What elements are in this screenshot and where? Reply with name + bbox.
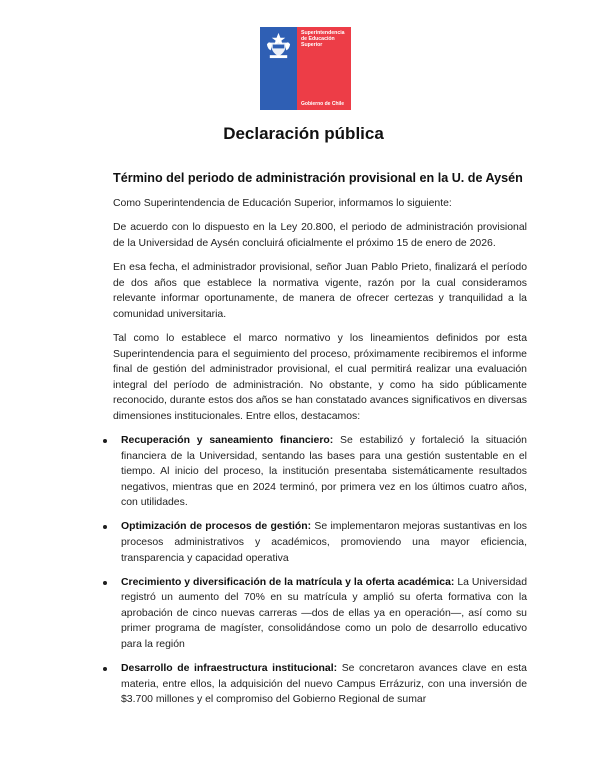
page-title: Declaración pública	[223, 124, 384, 143]
list-item-text: La Universidad registró un aumento del 70% en su matrícula y amplió su oferta formativa con la aprobación de cinco nuevas carreras —dos de ellas ya en operación—, así como su primer programa de magíster, consolidándose como un polo de desarrollo educativo para la región	[121, 576, 528, 650]
list-item-heading: Optimización de procesos de gestión:	[121, 521, 312, 533]
paragraph-intro: Como Superintendencia de Educación Superior, informamos lo siguiente:	[113, 198, 452, 209]
list-item-heading: Desarrollo de infraestructura institucional:	[121, 662, 338, 674]
logo-blue-panel	[260, 27, 297, 110]
paragraph-framework: Tal como lo establece el marco normativo y los lineamientos definidos por esta Superintendencia para el seguimiento del proceso, próximamente recibiremos el informe final de gestión del administrador provisional, el cual permitirá realizar una evaluación integral del período de administración. No obstante, y como ha sido públicamente reconocido, durante estos dos años se han constatado avances significativos en diversas dimensiones institucionales. Entre ellos, destacamos:	[113, 332, 527, 422]
list-item	[113, 575, 527, 653]
bullet-icon	[103, 525, 107, 529]
bullet-icon	[103, 667, 107, 671]
document-body	[113, 196, 527, 716]
logo-line-1: Superintendencia	[301, 30, 345, 36]
list-item	[113, 519, 527, 566]
logo-line-2: de Educación	[301, 36, 335, 42]
list-item	[113, 661, 527, 708]
list-item-heading: Recuperación y saneamiento financiero:	[121, 435, 334, 447]
paragraph-administrator: En esa fecha, el administrador provisional, señor Juan Pablo Prieto, finalizará el período de dos años que establece la normativa vigente, razón por la cual consideramos relevante informar oportunamente, de manera de ofrecer certezas y tranquilidad a la comunidad universitaria.	[113, 261, 527, 320]
paragraph-law: De acuerdo con lo dispuesto en la Ley 20.800, el periodo de administración provisional de la Universidad de Aysén concluirá oficialmente el próximo 15 de enero de 2026.	[113, 222, 527, 249]
logo-footer: Gobierno de Chile	[301, 101, 345, 107]
list-item-heading: Crecimiento y diversificación de la matrícula y la oferta académica:	[121, 576, 455, 588]
list-item	[113, 433, 527, 511]
logo-line-3: Superior	[301, 42, 323, 48]
list-item-text: Se estabilizó y fortaleció la situación financiera de la Universidad, sentando las bases para una gestión sustentable en el tiempo. Al inicio del proceso, la institución presentaba sistemáticamente resultados negativos, mientras que en 2024 terminó, por primera vez en los últimos cuatro años, con utilidades.	[121, 435, 527, 509]
logo-wordmark	[301, 30, 345, 48]
bullet-icon	[103, 439, 107, 443]
coat-of-arms-icon	[264, 31, 293, 60]
list-item-text: Se concretaron avances clave en esta materia, entre ellos, la adquisición del nuevo Campus Errázuriz, con una inversión de $3.700 millones y el compromiso del Gobierno Regional de sumar	[121, 662, 527, 706]
superintendencia-logo	[260, 27, 351, 110]
document-subtitle: Término del periodo de administración provisional en la U. de Aysén	[113, 171, 523, 185]
logo-red-panel	[297, 27, 351, 110]
bullet-icon	[103, 581, 107, 585]
achievements-list	[113, 433, 527, 708]
list-item-text: Se implementaron mejoras sustantivas en los procesos administrativos y académicos, promoviendo una mayor eficiencia, transparencia y capacidad operativa	[121, 521, 527, 564]
